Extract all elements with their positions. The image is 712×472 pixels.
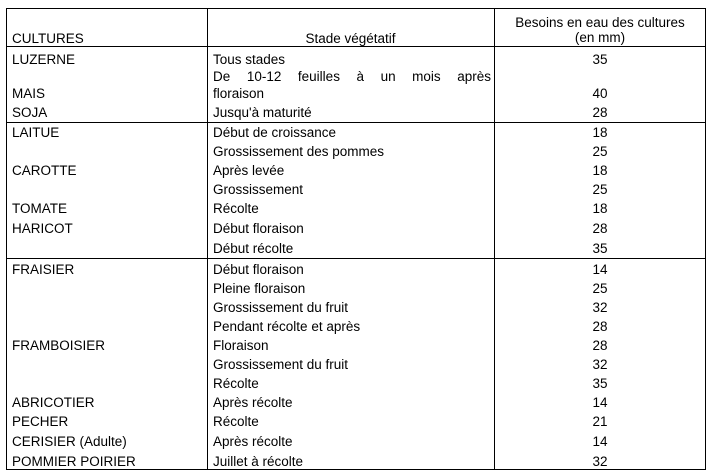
besoin-value: 18 [592,125,608,140]
stade-value: Après récolte [213,395,293,410]
stade-value: Début floraison [213,262,304,277]
stade-value: Début floraison [213,221,304,236]
group-divider-1 [7,122,705,123]
column-divider-1 [207,9,208,469]
besoin-value: 25 [592,182,608,197]
besoin-value: 28 [592,319,608,334]
besoin-value: 14 [592,395,608,410]
culture-name: PECHER [12,414,69,429]
stade-value: Après levée [213,163,285,178]
stade-value: Jusqu'à maturité [213,105,312,120]
besoin-value: 14 [592,434,608,449]
besoin-value: 25 [592,144,608,159]
header-besoins-line2: (en mm) [574,30,626,45]
besoin-value: 28 [592,221,608,236]
culture-name: ABRICOTIER [12,395,95,410]
stade-value: Récolte [213,201,259,216]
culture-name: CERISIER (Adulte) [12,434,127,449]
culture-name: CAROTTE [12,163,77,178]
besoin-value: 18 [592,201,608,216]
besoin-value: 25 [592,281,608,296]
besoin-value: 14 [592,262,608,277]
stade-value: Grossissement du fruit [213,357,349,372]
culture-name: SOJA [12,105,48,120]
besoin-value: 35 [592,52,608,67]
besoin-value: 21 [592,414,608,429]
stade-value: Après récolte [213,434,293,449]
stade-value: Récolte [213,414,259,429]
besoin-value: 32 [592,300,608,315]
culture-name: LUZERNE [12,52,76,67]
water-needs-table [6,8,706,470]
header-stade: Stade végétatif [305,31,396,46]
group-divider-2 [7,258,705,259]
besoin-value: 32 [592,357,608,372]
header-cultures: CULTURES [12,31,84,46]
stade-value: Pleine floraison [213,281,306,296]
stade-value: Tous stades [213,52,286,67]
culture-name: MAIS [12,86,46,101]
culture-name: TOMATE [12,201,68,216]
header-besoins-line1: Besoins en eau des cultures [515,15,685,30]
besoin-value: 40 [592,86,608,101]
stade-value: Début de croissance [213,125,337,140]
stade-value: De 10-12 feuilles à un mois après [213,69,491,84]
stade-value: Juillet à récolte [213,454,304,469]
culture-name: FRAMBOISIER [12,338,106,353]
besoin-value: 35 [592,376,608,391]
besoin-value: 35 [592,241,608,256]
stade-value: Récolte [213,376,259,391]
culture-name: FRAISIER [12,262,75,277]
stade-value: floraison [213,86,265,101]
culture-name: LAITUE [12,125,60,140]
stade-value: Grossissement des pommes [213,144,385,159]
stade-value: Grossissement du fruit [213,300,349,315]
stade-value: Pendant récolte et après [213,319,361,334]
stade-value: Grossissement [213,182,304,197]
header-besoins [495,15,705,45]
culture-name: POMMIER POIRIER [12,454,136,469]
stade-value: Début récolte [213,241,294,256]
besoin-value: 18 [592,163,608,178]
stade-value: Floraison [213,338,269,353]
besoin-value: 28 [592,105,608,120]
besoin-value: 32 [592,454,608,469]
culture-name: HARICOT [12,221,73,236]
header-divider [7,46,705,47]
besoin-value: 28 [592,338,608,353]
